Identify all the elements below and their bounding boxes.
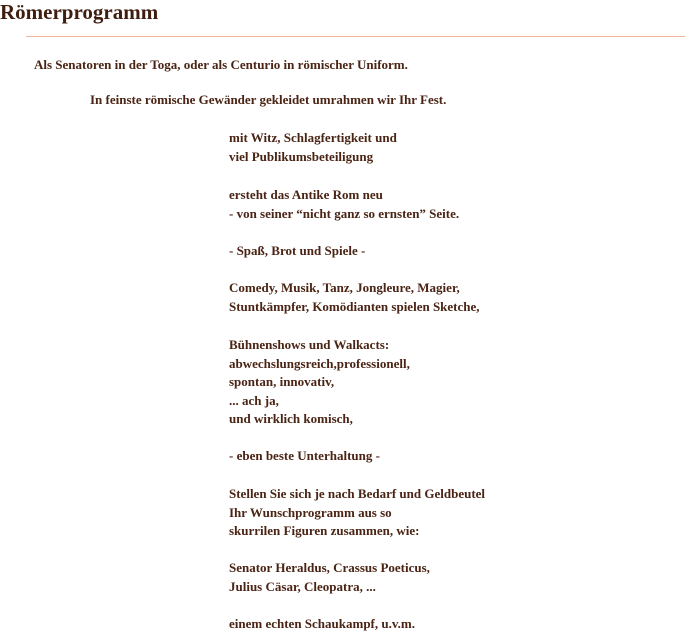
text-block-games — [229, 242, 365, 261]
text-block-entertainment — [229, 447, 380, 466]
text-line: Ihr Wunschprogramm aus so — [229, 504, 392, 520]
text-line: - eben beste Unterhaltung - — [229, 448, 380, 463]
text-line: und wirklich komisch, — [229, 411, 353, 426]
text-line: skurrilen Figuren zusammen, wie: — [229, 523, 420, 538]
text-block-program — [229, 485, 485, 541]
text-block-rome — [229, 186, 459, 223]
text-block-shows — [229, 336, 410, 429]
text-line: Stuntkämpfer, Komödianten spielen Sketche, — [229, 298, 480, 314]
intro-line-senators: Als Senatoren in der Toga, oder als Centurio in römischer Uniform. — [34, 57, 408, 72]
text-line: Bühnenshows und Walkacts: — [229, 337, 390, 352]
text-line: abwechslungsreich,professionell, — [229, 355, 410, 371]
text-line: Senator Heraldus, Crassus Poeticus, — [229, 560, 430, 575]
text-block-figures — [229, 559, 430, 596]
text-line: ersteht das Antike Rom neu — [229, 187, 383, 202]
text-block-fight — [229, 615, 415, 634]
text-block-wit — [229, 129, 397, 166]
text-block-acts — [229, 279, 480, 316]
text-line: Stellen Sie sich je nach Bedarf und Geldbeutel — [229, 486, 486, 501]
text-line: spontan, innovativ, — [229, 374, 335, 389]
text-line: - von seiner “nicht ganz so ernsten” Seite. — [229, 205, 460, 221]
text-line: ... ach ja, — [229, 392, 279, 408]
page-title: Römerprogramm — [0, 0, 159, 24]
text-line: - Spaß, Brot und Spiele - — [229, 243, 366, 258]
title-divider — [26, 36, 685, 37]
text-line: viel Publikumsbeteiligung — [229, 148, 374, 164]
text-line: einem echten Schaukampf, u.v.m. — [229, 616, 415, 631]
text-line: Julius Cäsar, Cleopatra, ... — [229, 578, 376, 594]
text-line: mit Witz, Schlagfertigkeit und — [229, 130, 397, 145]
text-line: Comedy, Musik, Tanz, Jongleure, Magier, — [229, 280, 460, 295]
intro-line-garments: In feinste römische Gewänder gekleidet umrahmen wir Ihr Fest. — [90, 92, 447, 107]
